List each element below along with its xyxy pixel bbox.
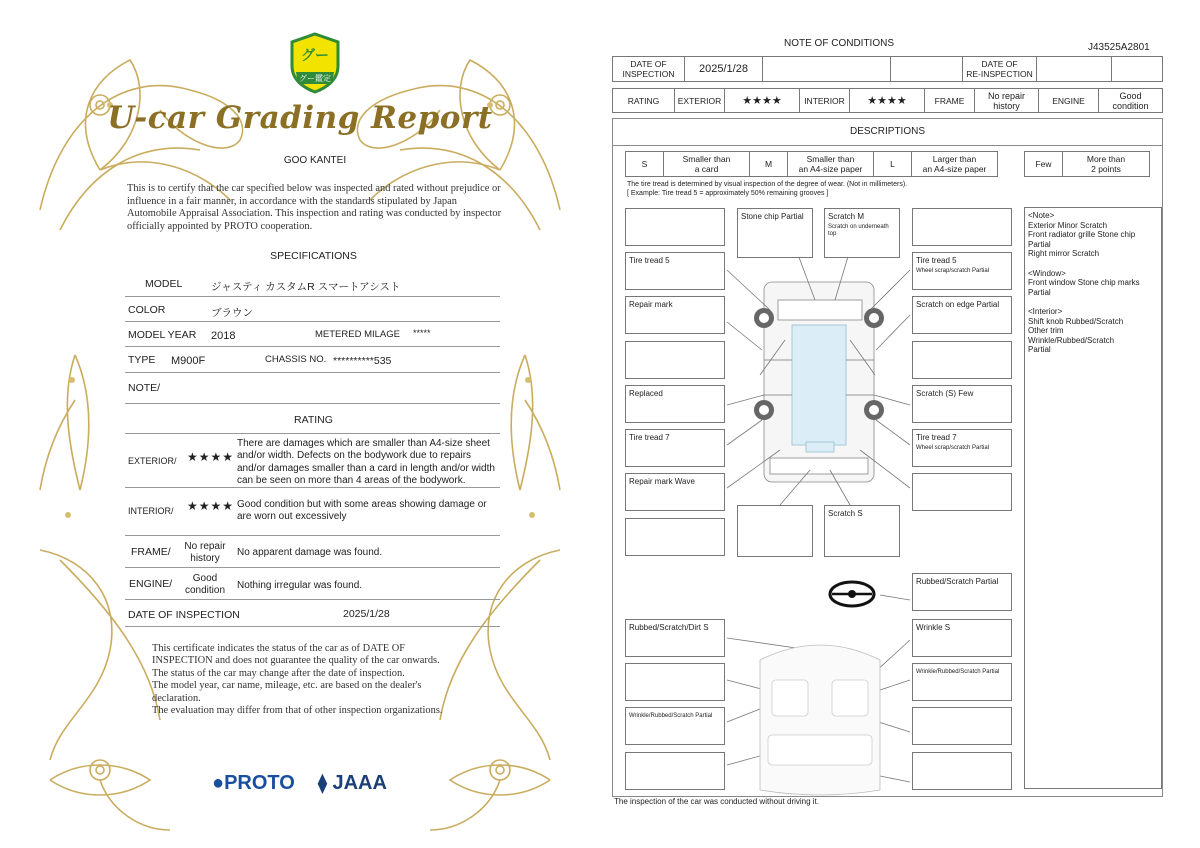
- note-line: Exterior Minor Scratch: [1028, 220, 1108, 230]
- damage-box: [625, 752, 725, 790]
- frame-label: FRAME/: [131, 546, 171, 558]
- rating-row-date: [125, 600, 500, 627]
- engine-value-line1: Good: [192, 573, 218, 584]
- note-line: Shift knob Rubbed/Scratch: [1028, 316, 1124, 326]
- exterior-label: EXTERIOR/: [128, 456, 177, 466]
- specifications-heading: SPECIFICATIONS: [270, 250, 357, 262]
- note-label: NOTE/: [128, 382, 161, 394]
- model-value: ジャスティ カスタムR スマートアシスト: [211, 281, 401, 293]
- tread-note-line1: The tire tread is determined by visual inspection of the degree of wear. (Not in millimeters).: [627, 181, 908, 188]
- date-of-inspection-label: DATE OF INSPECTION: [128, 609, 240, 621]
- note-line: Other trim: [1028, 326, 1064, 336]
- damage-box-left-6: Repair mark Wave: [625, 473, 725, 511]
- note-line: Partial: [1028, 239, 1051, 249]
- chassis-value: **********535: [333, 355, 392, 367]
- disclaimer-line: The model year, car name, mileage, etc. are based on the dealer's: [152, 680, 422, 692]
- spec-row-note: [125, 373, 500, 404]
- steering-wheel-icon: [830, 582, 874, 606]
- damage-box: [912, 473, 1012, 511]
- model-year-label: MODEL YEAR: [128, 329, 197, 341]
- damage-box-bottom-right: Scratch S: [824, 505, 900, 557]
- damage-box-left-5: Tire tread 7: [625, 429, 725, 467]
- date-inspection-label: DATE OF INSPECTION: [613, 57, 685, 82]
- certification-statement: This is to certify that the car specified below was inspected and rated without prejudice or influence in a fair manner, in accordance with the standards stipulated by Japan Automobile Appraisal Association. This inspection and rating was conducted by inspector officially appointed by PROTO cooperation.: [127, 183, 502, 232]
- interior-stars: ★★★★: [850, 89, 925, 113]
- rating-row-exterior: [125, 433, 500, 488]
- jaaa-logo: ⧫ JAAA: [318, 772, 387, 794]
- damage-box-top-right-sub: Scratch on underneath top: [828, 224, 889, 237]
- frame-value-line2: history: [190, 552, 220, 564]
- note-line: <Window>: [1028, 268, 1066, 278]
- note-line: Front radiator grille Stone chip: [1028, 230, 1136, 240]
- disclaimer-line: The status of the car may change after the date of inspection.: [152, 667, 405, 679]
- model-label: MODEL: [145, 278, 183, 290]
- descriptions-heading: DESCRIPTIONS: [612, 118, 1163, 146]
- damage-box-top-left: Stone chip Partial: [737, 208, 813, 258]
- metered-mileage-label: METERED MILAGE: [315, 329, 400, 340]
- frame-value: No repair history: [975, 89, 1039, 113]
- exterior-stars: ★★★★: [187, 450, 235, 464]
- legend-s-desc: Smaller than a card: [664, 152, 750, 177]
- color-value: ブラウン: [211, 307, 253, 319]
- certificate-disclaimer: [152, 643, 492, 717]
- disclaimer-line: The evaluation may differ from that of other inspection organizations.: [152, 705, 443, 717]
- damage-box-interior-right-1: Wrinkle S: [912, 619, 1012, 657]
- damage-box-interior-left-1: Rubbed/Scratch/Dirt S: [625, 619, 725, 657]
- conditions-title: NOTE OF CONDITIONS: [784, 38, 894, 49]
- proto-logo: ●PROTO: [212, 772, 295, 794]
- rating-label: RATING: [613, 89, 675, 113]
- note-line: Front window Stone chip marks: [1028, 278, 1140, 288]
- engine-value: Good condition: [1099, 89, 1163, 113]
- notes-panel: [1024, 207, 1162, 789]
- legend-s: S: [626, 152, 664, 177]
- type-label: TYPE: [128, 354, 156, 366]
- damage-box-right-2: Scratch on edge Partial: [912, 296, 1012, 334]
- frame-description: No apparent damage was found.: [237, 547, 383, 558]
- note-of-conditions: [600, 0, 1200, 848]
- type-value: M900F: [171, 355, 206, 367]
- damage-box-right-5: Tire tread 7 Wheel scrap/scratch Partial: [912, 429, 1012, 467]
- rating-heading: RATING: [294, 414, 333, 426]
- damage-box: [625, 663, 725, 701]
- legend-m: M: [750, 152, 788, 177]
- note-spacer: [1028, 297, 1158, 307]
- model-year-value: 2018: [211, 330, 236, 342]
- spec-row-model: [125, 271, 500, 297]
- spec-row-color: [125, 297, 500, 322]
- damage-box-left-1: Tire tread 5: [625, 252, 725, 290]
- tread-note-line2: [ Example: Tire tread 5 = approximately 50% remaining grooves ]: [627, 190, 829, 197]
- spec-row-type: [125, 347, 500, 373]
- svg-text:グー: グー: [301, 48, 329, 64]
- frame-label: FRAME: [925, 89, 975, 113]
- note-line: Right mirror Scratch: [1028, 249, 1100, 259]
- legend-l: L: [874, 152, 912, 177]
- rating-row-frame: [125, 536, 500, 568]
- exterior-description: There are damages which are smaller than A4-size sheet and/or width. Defects on the bodywork due to repairs and/or damages smaller than a card in length and/or width can be seen on more than 4 areas of the bodywork.: [237, 438, 495, 487]
- date-of-inspection-value: 2025/1/28: [343, 608, 390, 620]
- reinspection-label: DATE OF RE-INSPECTION: [963, 57, 1037, 82]
- damage-box-right-4: Scratch (S) Few: [912, 385, 1012, 423]
- note-line: <Interior>: [1028, 306, 1063, 316]
- date-inspection-value: 2025/1/28: [685, 57, 763, 82]
- exterior-label: EXTERIOR: [675, 89, 725, 113]
- engine-value-line2: condition: [184, 584, 226, 596]
- inspection-disclaimer: The inspection of the car was conducted without driving it.: [614, 797, 819, 806]
- rating-row-interior: [125, 488, 500, 536]
- damage-box: [625, 208, 725, 246]
- metered-mileage-value: *****: [413, 328, 431, 338]
- disclaimer-line: INSPECTION and does not guarantee the quality of the car onwards.: [152, 655, 440, 667]
- damage-box-right-1: Tire tread 5 Wheel scrap/scratch Partial: [912, 252, 1012, 290]
- damage-box: [737, 505, 813, 557]
- interior-description: Good condition but with some areas showing damage or are worn out excessively: [237, 499, 487, 523]
- damage-box-interior-right-2: Wrinkle/Rubbed/Scratch Partial: [912, 663, 1012, 701]
- engine-description: Nothing irregular was found.: [237, 580, 363, 591]
- legend-m-desc: Smaller than an A4-size paper: [788, 152, 874, 177]
- chassis-label: CHASSIS NO.: [265, 354, 327, 365]
- engine-label: ENGINE/: [129, 578, 173, 590]
- disclaimer-line: declaration.: [152, 692, 201, 704]
- note-line: Partial: [1028, 345, 1051, 355]
- goo-kantei-badge-icon: [288, 32, 342, 94]
- interior-stars: ★★★★: [187, 499, 235, 513]
- damage-box-interior-left-3: Wrinkle/Rubbed/Scratch Partial: [625, 707, 725, 745]
- damage-box-left-2: Repair mark: [625, 296, 725, 334]
- interior-label: INTERIOR/: [128, 506, 174, 516]
- damage-box-top-right: [824, 208, 900, 258]
- damage-box-steering: Rubbed/Scratch Partial: [912, 573, 1012, 611]
- damage-box: [912, 752, 1012, 790]
- note-line: Wrinkle/Rubbed/Scratch: [1028, 335, 1115, 345]
- damage-box: [912, 341, 1012, 379]
- rating-row-engine: [125, 568, 500, 600]
- report-title: U-car Grading Report: [107, 100, 493, 136]
- engine-label: ENGINE: [1039, 89, 1099, 113]
- color-label: COLOR: [128, 304, 166, 316]
- damage-box: [625, 341, 725, 379]
- legend-few: Few: [1025, 152, 1063, 177]
- damage-box: [625, 518, 725, 556]
- damage-box: [912, 707, 1012, 745]
- interior-label: INTERIOR: [800, 89, 850, 113]
- damage-box-top-right-label: Scratch M: [828, 212, 865, 221]
- legend-l-desc: Larger than an A4-size paper: [912, 152, 998, 177]
- note-line: <Note>: [1028, 211, 1055, 220]
- spec-row-model-year: [125, 322, 500, 347]
- frame-value-line1: No repair: [184, 541, 226, 552]
- report-code: J43525A2801: [1088, 42, 1150, 53]
- report-subtitle: GOO KANTEI: [283, 155, 347, 166]
- note-line: Partial: [1028, 287, 1051, 297]
- legend-few-desc: More than 2 points: [1063, 152, 1150, 177]
- exterior-stars: ★★★★: [725, 89, 800, 113]
- damage-box-left-4: Replaced: [625, 385, 725, 423]
- disclaimer-line: This certificate indicates the status of the car as of DATE OF: [152, 643, 406, 654]
- note-spacer: [1028, 259, 1158, 269]
- svg-text:グー鑑定: グー鑑定: [299, 74, 331, 83]
- damage-box: [912, 208, 1012, 246]
